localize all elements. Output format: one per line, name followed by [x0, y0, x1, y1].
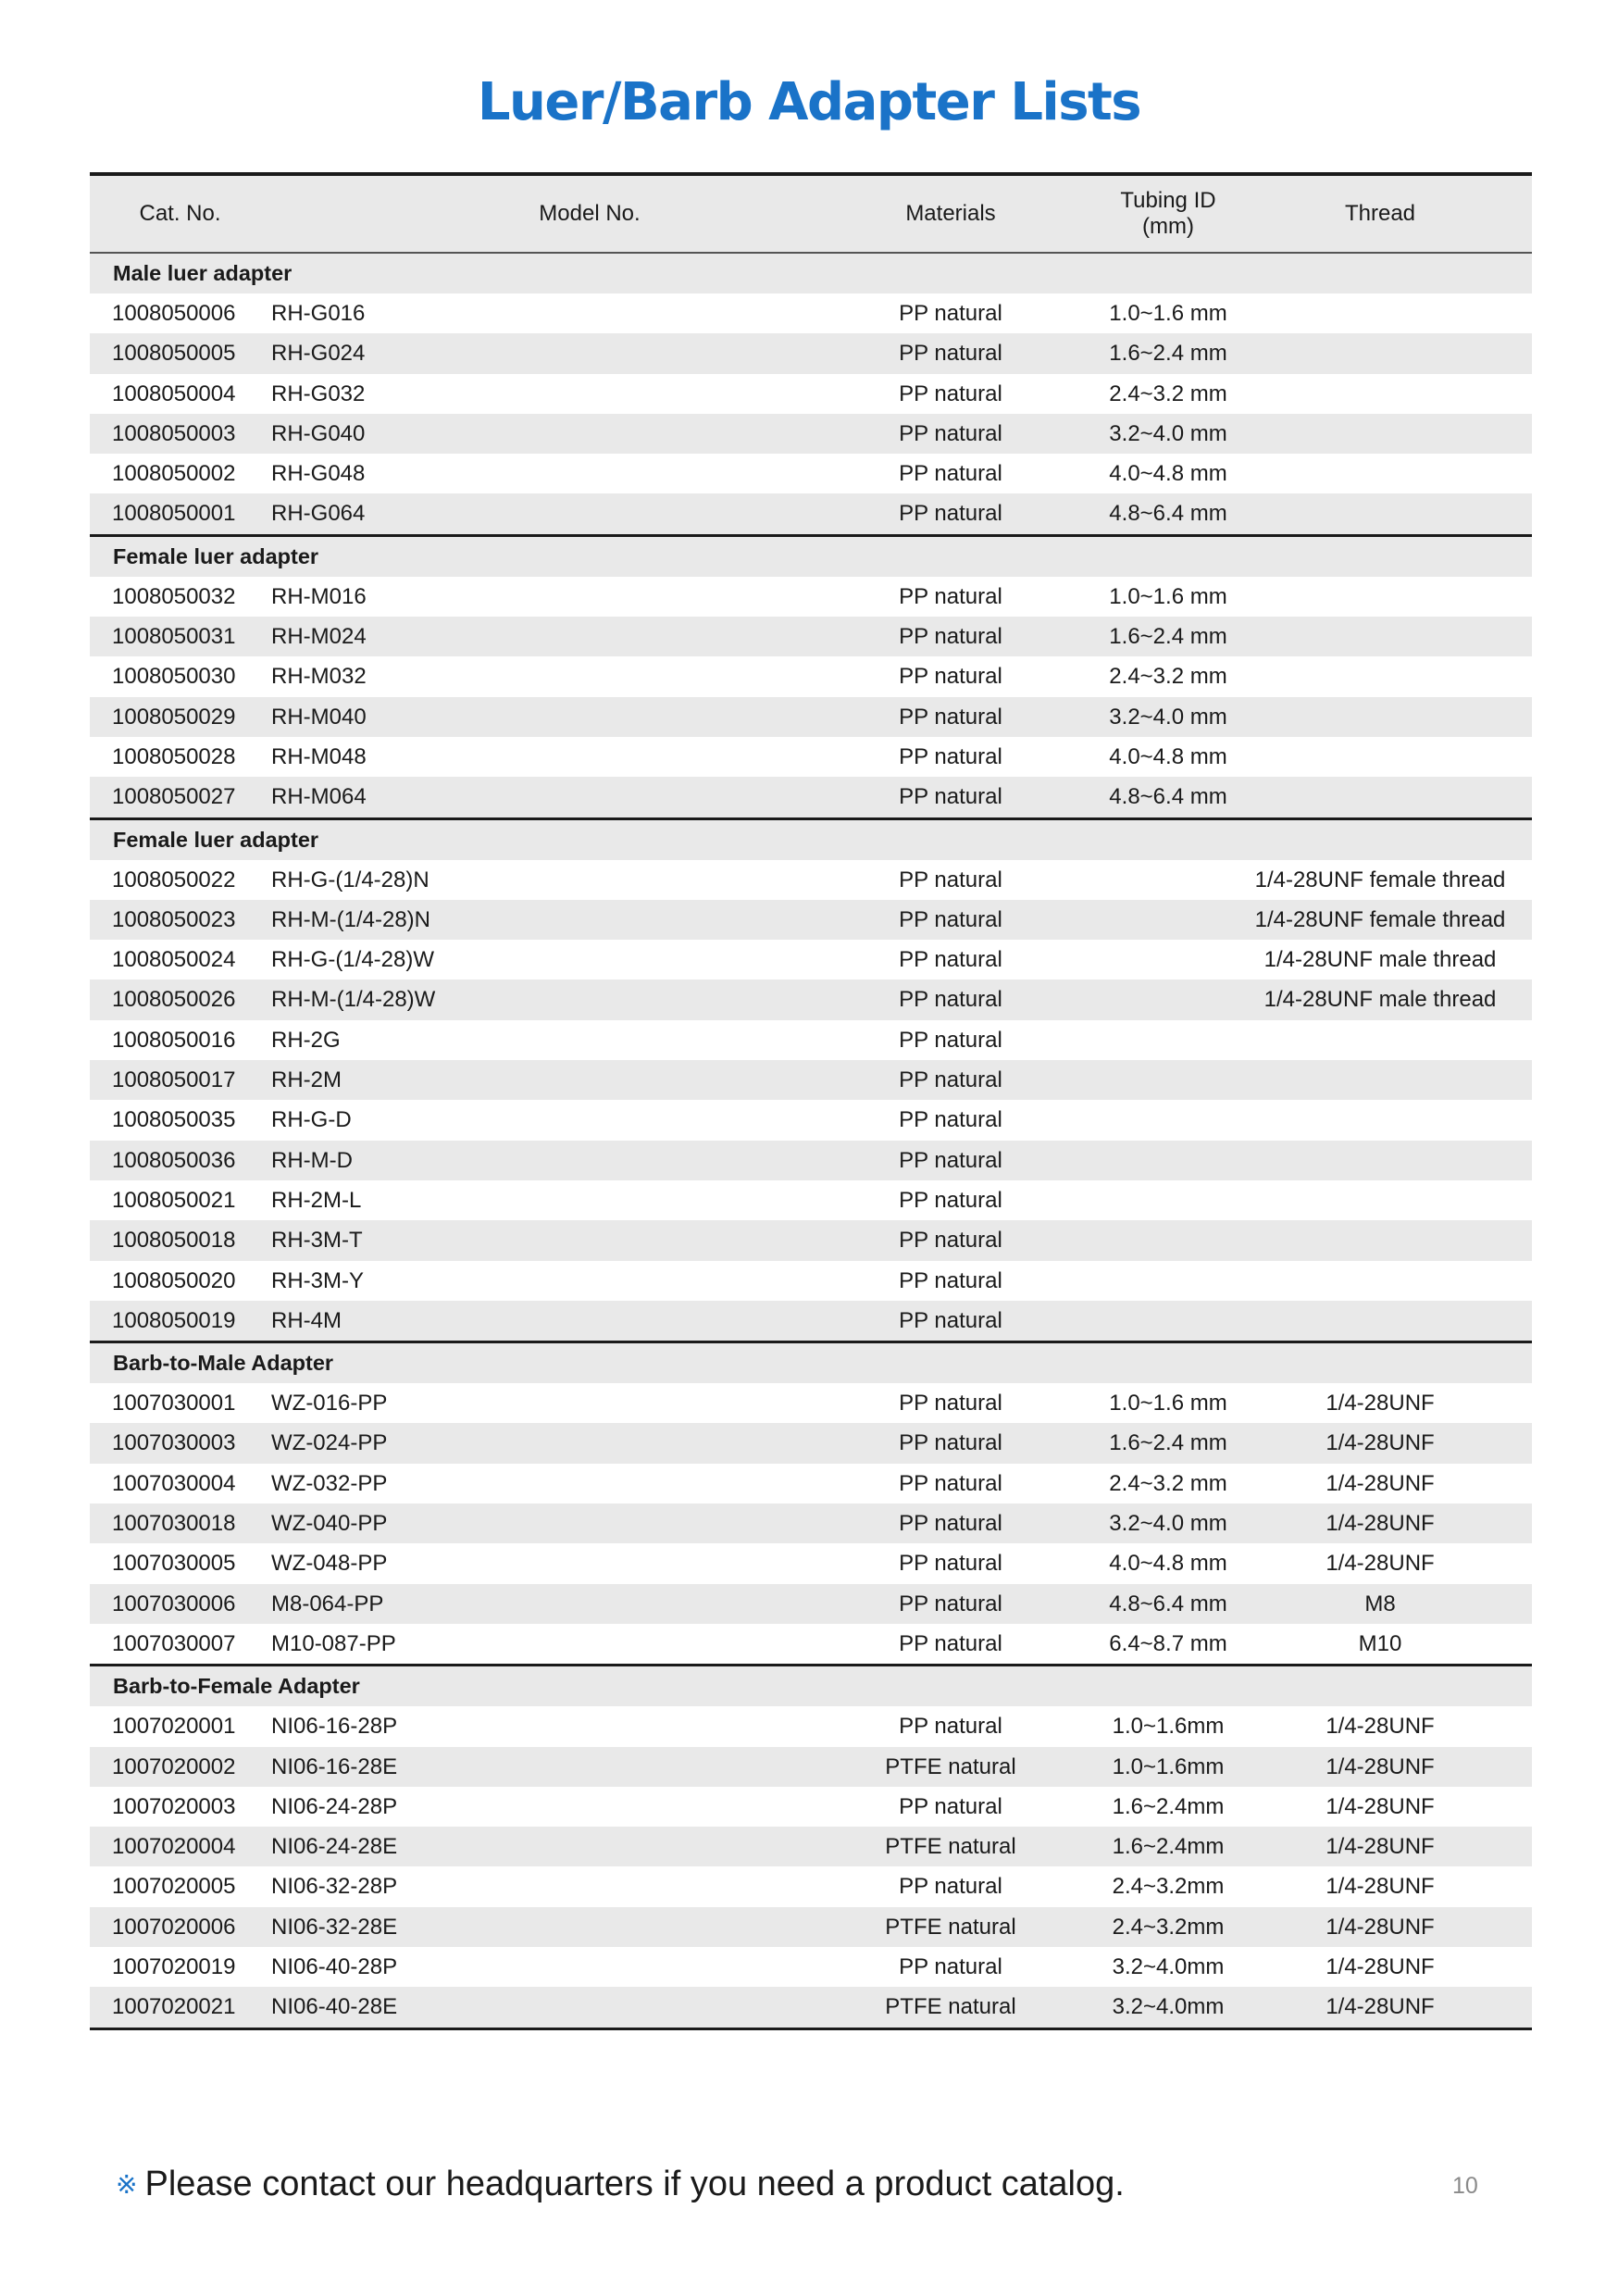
materials-cell: PP natural [899, 1511, 1002, 1537]
model-no-cell: NI06-16-28P [271, 1714, 398, 1740]
materials-cell: PP natural [899, 1107, 1002, 1133]
cat-no-cell: 1008050027 [112, 784, 236, 810]
cat-no-cell: 1008050029 [112, 704, 236, 730]
table-row [90, 1261, 1532, 1301]
materials-cell: PP natural [899, 784, 1002, 810]
materials-cell: PP natural [899, 1267, 1002, 1293]
model-no-cell: NI06-40-28P [271, 1953, 398, 1979]
table-row [90, 1100, 1532, 1140]
cat-no-cell: 1008050016 [112, 1027, 236, 1053]
materials-cell: PP natural [899, 664, 1002, 690]
thread-cell [1228, 493, 1532, 533]
cat-no-cell: 1008050031 [112, 624, 236, 650]
thread-cell [1228, 617, 1532, 656]
table-section [90, 817, 1532, 1341]
tubing-id-cell: 4.8~6.4 mm [1109, 501, 1227, 527]
cat-no-cell: 1008050023 [112, 906, 236, 932]
tubing-id-cell: 1.6~2.4mm [1112, 1834, 1225, 1860]
materials-cell: PP natural [899, 704, 1002, 730]
model-no-cell: RH-G048 [271, 461, 366, 487]
tubing-id-cell: 2.4~3.2 mm [1109, 1470, 1227, 1496]
materials-cell: PP natural [899, 1551, 1002, 1577]
table-row [90, 333, 1532, 373]
model-no-cell: NI06-24-28P [271, 1793, 398, 1819]
tubing-id-cell: 4.8~6.4 mm [1109, 1591, 1227, 1616]
tubing-id-cell: 4.0~4.8 mm [1109, 743, 1227, 769]
materials-cell: PP natural [899, 1430, 1002, 1456]
cat-no-cell: 1007030018 [112, 1511, 236, 1537]
cat-no-cell: 1007020005 [112, 1874, 236, 1900]
cat-no-cell: 1008050001 [112, 501, 236, 527]
thread-cell [1228, 1141, 1532, 1180]
thread-cell [1228, 1100, 1532, 1140]
table-row [90, 1464, 1532, 1504]
table-header [90, 176, 1532, 254]
model-no-cell: RH-3M-T [271, 1228, 363, 1254]
table-row [90, 737, 1532, 777]
header-materials: Materials [905, 201, 996, 226]
table-row [90, 414, 1532, 454]
model-no-cell: RH-G024 [271, 341, 366, 367]
model-no-cell: WZ-032-PP [271, 1470, 388, 1496]
thread-cell: 1/4-28UNF [1326, 1430, 1435, 1456]
model-no-cell: RH-2G [271, 1027, 341, 1053]
materials-cell: PTFE natural [885, 1753, 1016, 1779]
model-no-cell: RH-G040 [271, 420, 366, 446]
thread-cell: 1/4-28UNF female thread [1254, 906, 1506, 932]
thread-cell: 1/4-28UNF [1326, 1914, 1435, 1940]
model-no-cell: RH-2M-L [271, 1187, 362, 1213]
table-row [90, 617, 1532, 656]
cat-no-cell: 1008050019 [112, 1307, 236, 1333]
thread-cell [1228, 1220, 1532, 1260]
materials-cell: PTFE natural [885, 1914, 1016, 1940]
table-row [90, 1987, 1532, 2027]
cat-no-cell: 1008050005 [112, 341, 236, 367]
thread-cell: 1/4-28UNF [1326, 1391, 1435, 1416]
model-no-cell: RH-M048 [271, 743, 367, 769]
thread-cell: 1/4-28UNF [1326, 1753, 1435, 1779]
cat-no-cell: 1008050022 [112, 867, 236, 892]
materials-cell: PP natural [899, 1470, 1002, 1496]
model-no-cell: RH-M040 [271, 704, 367, 730]
cat-no-cell: 1007030005 [112, 1551, 236, 1577]
materials-cell: PP natural [899, 987, 1002, 1013]
section-title: Barb-to-Male Adapter [90, 1343, 1532, 1383]
table-row [90, 1747, 1532, 1787]
footer-note-text: Please contact our headquarters if you need a product catalog. [144, 2165, 1125, 2203]
tubing-id-cell: 2.4~3.2mm [1112, 1914, 1225, 1940]
thread-cell [1228, 656, 1532, 696]
section-title: Female luer adapter [90, 537, 1532, 577]
materials-cell: PP natural [899, 947, 1002, 973]
tubing-id-cell: 1.0~1.6 mm [1109, 301, 1227, 326]
materials-cell: PP natural [899, 420, 1002, 446]
materials-cell: PP natural [899, 743, 1002, 769]
model-no-cell: RH-G-D [271, 1107, 352, 1133]
cat-no-cell: 1008050032 [112, 583, 236, 609]
thread-cell: M8 [1364, 1591, 1396, 1616]
table-row [90, 577, 1532, 617]
cat-no-cell: 1008050020 [112, 1267, 236, 1293]
materials-cell: PP natural [899, 1067, 1002, 1093]
cat-no-cell: 1007030004 [112, 1470, 236, 1496]
cat-no-cell: 1008050030 [112, 664, 236, 690]
page-title: Luer/Barb Adapter Lists [477, 72, 1141, 132]
tubing-id-cell: 4.0~4.8 mm [1109, 1551, 1227, 1577]
thread-cell: 1/4-28UNF [1326, 1793, 1435, 1819]
materials-cell: PP natural [899, 501, 1002, 527]
page-number: 10 [1452, 2173, 1478, 2199]
table-row [90, 374, 1532, 414]
footer-note [116, 2165, 1125, 2204]
table-row [90, 1907, 1532, 1947]
cat-no-cell: 1007020003 [112, 1793, 236, 1819]
table-section [90, 1341, 1532, 1664]
table-row [90, 1504, 1532, 1543]
table-row [90, 1706, 1532, 1746]
thread-cell: 1/4-28UNF [1326, 1470, 1435, 1496]
table-row [90, 1787, 1532, 1827]
table-row [90, 1543, 1532, 1583]
table-row [90, 1423, 1532, 1463]
model-no-cell: M8-064-PP [271, 1591, 384, 1616]
table-row [90, 1141, 1532, 1180]
tubing-id-cell: 3.2~4.0mm [1112, 1994, 1225, 2020]
tubing-id-cell: 4.8~6.4 mm [1109, 784, 1227, 810]
model-no-cell: RH-2M [271, 1067, 342, 1093]
model-no-cell: RH-M032 [271, 664, 367, 690]
model-no-cell: RH-M024 [271, 624, 367, 650]
tubing-id-cell: 1.6~2.4 mm [1109, 624, 1227, 650]
table-row [90, 697, 1532, 737]
model-no-cell: RH-G-(1/4-28)W [271, 947, 435, 973]
table-row [90, 1624, 1532, 1664]
cat-no-cell: 1008050017 [112, 1067, 236, 1093]
materials-cell: PP natural [899, 1630, 1002, 1656]
model-no-cell: RH-M-(1/4-28)W [271, 987, 436, 1013]
model-no-cell: WZ-040-PP [271, 1511, 388, 1537]
thread-cell [1228, 454, 1532, 493]
thread-cell [1228, 737, 1532, 777]
materials-cell: PP natural [899, 1391, 1002, 1416]
cat-no-cell: 1008050021 [112, 1187, 236, 1213]
materials-cell: PP natural [899, 1953, 1002, 1979]
table-row [90, 1060, 1532, 1100]
cat-no-cell: 1008050036 [112, 1147, 236, 1173]
materials-cell: PP natural [899, 301, 1002, 326]
thread-cell: 1/4-28UNF male thread [1263, 987, 1497, 1013]
thread-cell: 1/4-28UNF [1326, 1874, 1435, 1900]
thread-cell [1228, 777, 1532, 817]
table-row [90, 1220, 1532, 1260]
thread-cell [1228, 577, 1532, 617]
cat-no-cell: 1007020006 [112, 1914, 236, 1940]
model-no-cell: RH-M-(1/4-28)N [271, 906, 431, 932]
thread-cell: 1/4-28UNF [1326, 1834, 1435, 1860]
thread-cell [1228, 1060, 1532, 1100]
table-row [90, 656, 1532, 696]
cat-no-cell: 1007030006 [112, 1591, 236, 1616]
materials-cell: PP natural [899, 381, 1002, 406]
cat-no-cell: 1008050003 [112, 420, 236, 446]
cat-no-cell: 1007030007 [112, 1630, 236, 1656]
thread-cell [1228, 1020, 1532, 1060]
thread-cell [1228, 697, 1532, 737]
header-model-no: Model No. [539, 201, 641, 226]
model-no-cell: NI06-32-28E [271, 1914, 398, 1940]
tubing-id-cell: 1.6~2.4 mm [1109, 1430, 1227, 1456]
materials-cell: PP natural [899, 1147, 1002, 1173]
cat-no-cell: 1007020002 [112, 1753, 236, 1779]
materials-cell: PP natural [899, 1027, 1002, 1053]
header-cat-no: Cat. No. [139, 201, 221, 226]
materials-cell: PP natural [899, 906, 1002, 932]
tubing-id-cell: 1.6~2.4mm [1112, 1793, 1225, 1819]
tubing-id-cell: 6.4~8.7 mm [1109, 1630, 1227, 1656]
table-row [90, 1020, 1532, 1060]
table-row [90, 1947, 1532, 1987]
thread-cell: 1/4-28UNF female thread [1254, 867, 1506, 892]
section-title: Female luer adapter [90, 820, 1532, 860]
table-row [90, 1866, 1532, 1906]
thread-cell: 1/4-28UNF [1326, 1714, 1435, 1740]
model-no-cell: RH-G-(1/4-28)N [271, 867, 429, 892]
model-no-cell: NI06-40-28E [271, 1994, 398, 2020]
cat-no-cell: 1008050006 [112, 301, 236, 326]
model-no-cell: WZ-024-PP [271, 1430, 388, 1456]
tubing-id-cell: 3.2~4.0 mm [1109, 1511, 1227, 1537]
model-no-cell: WZ-016-PP [271, 1391, 388, 1416]
thread-cell: 1/4-28UNF [1326, 1994, 1435, 2020]
tubing-id-cell: 2.4~3.2 mm [1109, 664, 1227, 690]
materials-cell: PP natural [899, 1307, 1002, 1333]
thread-cell [1228, 414, 1532, 454]
model-no-cell: RH-M-D [271, 1147, 353, 1173]
model-no-cell: M10-087-PP [271, 1630, 396, 1656]
table-section [90, 254, 1532, 534]
tubing-id-cell: 1.0~1.6mm [1112, 1714, 1225, 1740]
tubing-id-cell: 2.4~3.2 mm [1109, 381, 1227, 406]
table-row [90, 454, 1532, 493]
cat-no-cell: 1007020004 [112, 1834, 236, 1860]
materials-cell: PP natural [899, 1187, 1002, 1213]
materials-cell: PP natural [899, 1591, 1002, 1616]
table-row [90, 293, 1532, 333]
materials-cell: PP natural [899, 461, 1002, 487]
thread-cell [1228, 333, 1532, 373]
thread-cell: 1/4-28UNF [1326, 1953, 1435, 1979]
table-row [90, 940, 1532, 980]
cat-no-cell: 1007030001 [112, 1391, 236, 1416]
thread-cell [1228, 374, 1532, 414]
cat-no-cell: 1008050024 [112, 947, 236, 973]
table-row [90, 900, 1532, 940]
materials-cell: PTFE natural [885, 1994, 1016, 2020]
thread-cell [1228, 293, 1532, 333]
model-no-cell: RH-G064 [271, 501, 366, 527]
cat-no-cell: 1007020019 [112, 1953, 236, 1979]
cat-no-cell: 1008050026 [112, 987, 236, 1013]
thread-cell [1228, 1180, 1532, 1220]
cat-no-cell: 1008050035 [112, 1107, 236, 1133]
cat-no-cell: 1008050018 [112, 1228, 236, 1254]
tubing-id-cell: 1.0~1.6 mm [1109, 1391, 1227, 1416]
materials-cell: PP natural [899, 1793, 1002, 1819]
materials-cell: PP natural [899, 624, 1002, 650]
table-row [90, 777, 1532, 817]
materials-cell: PP natural [899, 583, 1002, 609]
model-no-cell: RH-4M [271, 1307, 342, 1333]
thread-cell [1228, 1261, 1532, 1301]
table-section [90, 1664, 1532, 2027]
materials-cell: PP natural [899, 1714, 1002, 1740]
materials-cell: PP natural [899, 867, 1002, 892]
cat-no-cell: 1008050028 [112, 743, 236, 769]
thread-cell [1228, 1301, 1532, 1341]
thread-cell: 1/4-28UNF [1326, 1511, 1435, 1537]
table-row [90, 1180, 1532, 1220]
table-row [90, 493, 1532, 533]
reference-mark-icon: ※ [116, 2170, 138, 2199]
table-row [90, 1301, 1532, 1341]
table-row [90, 1584, 1532, 1624]
model-no-cell: RH-M064 [271, 784, 367, 810]
model-no-cell: NI06-24-28E [271, 1834, 398, 1860]
model-no-cell: NI06-32-28P [271, 1874, 398, 1900]
model-no-cell: RH-M016 [271, 583, 367, 609]
header-tubing-id: Tubing ID (mm) [1120, 188, 1216, 239]
tubing-id-cell: 3.2~4.0 mm [1109, 420, 1227, 446]
tubing-id-cell: 1.0~1.6mm [1112, 1753, 1225, 1779]
tubing-id-cell: 2.4~3.2mm [1112, 1874, 1225, 1900]
thread-cell: M10 [1358, 1630, 1402, 1656]
tubing-id-cell: 3.2~4.0mm [1112, 1953, 1225, 1979]
materials-cell: PP natural [899, 341, 1002, 367]
adapter-table [90, 172, 1532, 2030]
table-row [90, 860, 1532, 900]
model-no-cell: RH-G016 [271, 301, 366, 326]
model-no-cell: NI06-16-28E [271, 1753, 398, 1779]
table-row [90, 1827, 1532, 1866]
cat-no-cell: 1007020021 [112, 1994, 236, 2020]
cat-no-cell: 1008050004 [112, 381, 236, 406]
table-row [90, 1383, 1532, 1423]
header-thread: Thread [1344, 201, 1416, 226]
section-title: Barb-to-Female Adapter [90, 1666, 1532, 1706]
table-body [90, 254, 1532, 2028]
thread-cell: 1/4-28UNF male thread [1263, 947, 1497, 973]
materials-cell: PTFE natural [885, 1834, 1016, 1860]
cat-no-cell: 1008050002 [112, 461, 236, 487]
thread-cell: 1/4-28UNF [1326, 1551, 1435, 1577]
cat-no-cell: 1007020001 [112, 1714, 236, 1740]
cat-no-cell: 1007030003 [112, 1430, 236, 1456]
tubing-id-cell: 3.2~4.0 mm [1109, 704, 1227, 730]
tubing-id-cell: 4.0~4.8 mm [1109, 461, 1227, 487]
model-no-cell: RH-G032 [271, 381, 366, 406]
materials-cell: PP natural [899, 1874, 1002, 1900]
model-no-cell: RH-3M-Y [271, 1267, 364, 1293]
table-row [90, 980, 1532, 1019]
materials-cell: PP natural [899, 1228, 1002, 1254]
section-title: Male luer adapter [90, 254, 1532, 293]
tubing-id-cell: 1.0~1.6 mm [1109, 583, 1227, 609]
model-no-cell: WZ-048-PP [271, 1551, 388, 1577]
tubing-id-cell: 1.6~2.4 mm [1109, 341, 1227, 367]
table-section [90, 534, 1532, 817]
